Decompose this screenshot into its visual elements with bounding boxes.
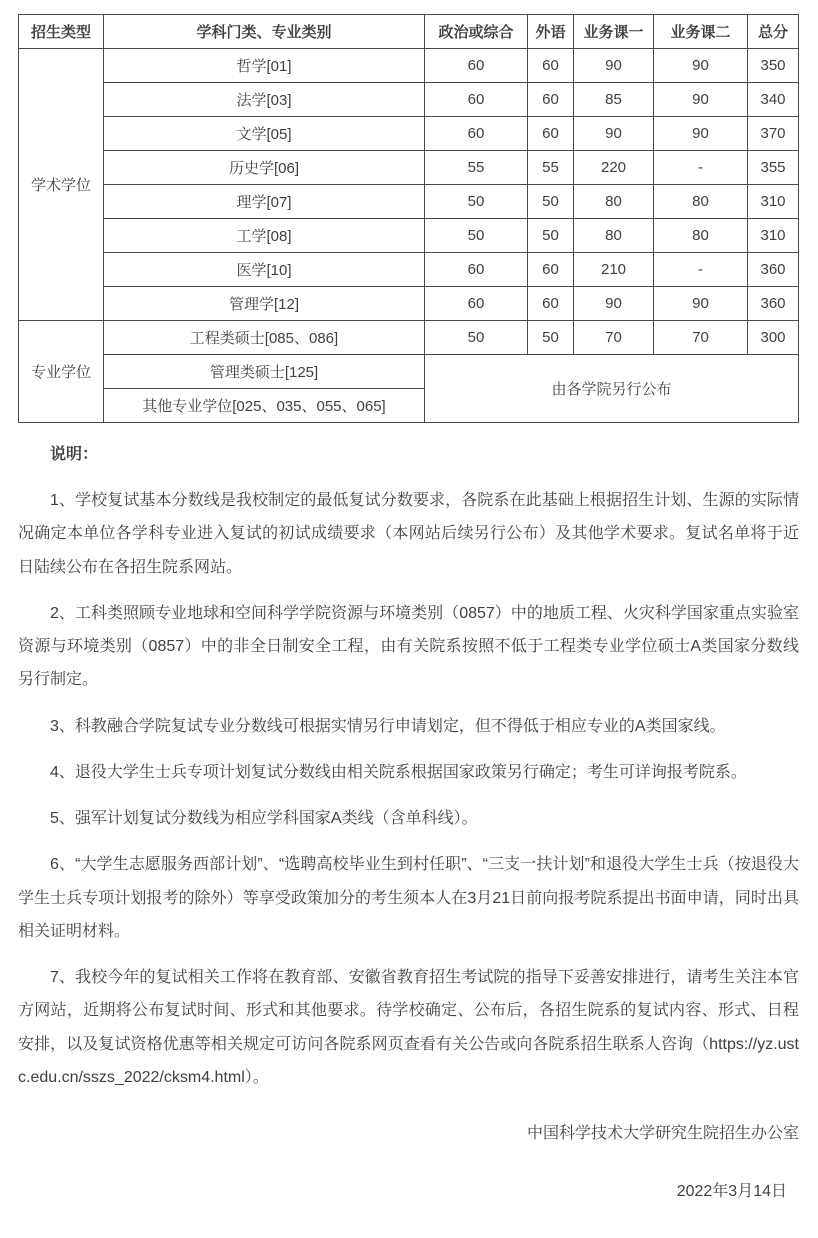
- score-cell: 340: [748, 83, 799, 117]
- score-cell: 50: [425, 185, 528, 219]
- table-header-row: [19, 15, 799, 49]
- major-cell: 工程类硕士[085、086]: [104, 321, 425, 355]
- notes-heading: 说明：: [50, 446, 99, 463]
- score-cell: 60: [425, 83, 528, 117]
- note-paragraph-4: 4、退役大学生士兵专项计划复试分数线由相关院系根据国家政策另行确定；考生可详询报考院系。: [50, 763, 747, 781]
- table-row: [19, 253, 799, 287]
- score-cell: 60: [425, 49, 528, 83]
- table-row: [19, 321, 799, 355]
- table-row: [19, 355, 799, 389]
- major-cell: 法学[03]: [104, 83, 425, 117]
- note-paragraph-5: 5、强军计划复试分数线为相应学科国家A类线（含单科线）。: [50, 810, 478, 828]
- score-cell: 60: [528, 49, 574, 83]
- score-cell: 70: [574, 321, 654, 355]
- col-header-course1: 业务课一: [574, 15, 654, 49]
- score-cell: 60: [528, 117, 574, 151]
- major-cell: 其他专业学位[025、035、055、065]: [104, 389, 425, 423]
- score-cell: 360: [748, 287, 799, 321]
- table-row: [19, 287, 799, 321]
- score-cell: 50: [528, 321, 574, 355]
- col-header-course2: 业务课二: [654, 15, 748, 49]
- table-row: [19, 49, 799, 83]
- score-cell: 80: [574, 219, 654, 253]
- major-cell: 历史学[06]: [104, 151, 425, 185]
- score-cell: -: [654, 253, 748, 287]
- notes-section: [18, 439, 799, 1094]
- group-label-academic: 学术学位: [19, 49, 104, 321]
- note-paragraph-7: 7、我校今年的复试相关工作将在教育部、安徽省教育招生考试院的指导下妥善安排进行，请考生关注本官方网站，近期将公布复试时间、形式和其他要求。待学校确定、公布后，各招生院系的复试内容、形式、日程安排，以及复试资格优惠等相关规定可访问各院系网页查看有关公告或向各院系招生联系人咨询（https://yz.ustc.edu.cn/sszs_2022/cksm4.html）。: [18, 969, 799, 1086]
- table-row: [19, 117, 799, 151]
- score-cell: 90: [654, 287, 748, 321]
- score-cell: 55: [425, 151, 528, 185]
- score-cell: 55: [528, 151, 574, 185]
- score-cell: -: [654, 151, 748, 185]
- score-cell: 360: [748, 253, 799, 287]
- merged-note-cell: 由各学院另行公布: [425, 355, 799, 423]
- signature-block: [18, 1118, 799, 1208]
- note-paragraph-3: 3、科教融合学院复试专业分数线可根据实情另行申请划定，但不得低于相应专业的A类国家线。: [50, 717, 726, 735]
- major-cell: 文学[05]: [104, 117, 425, 151]
- table-row: [19, 185, 799, 219]
- score-cell: 355: [748, 151, 799, 185]
- col-header-total: 总分: [748, 15, 799, 49]
- score-cell: 310: [748, 219, 799, 253]
- score-cell: 90: [574, 117, 654, 151]
- score-cell: 60: [425, 117, 528, 151]
- score-cell: 70: [654, 321, 748, 355]
- score-cell: 90: [574, 49, 654, 83]
- major-cell: 哲学[01]: [104, 49, 425, 83]
- score-cell: 50: [425, 219, 528, 253]
- score-cell: 350: [748, 49, 799, 83]
- group-label-professional: 专业学位: [19, 321, 104, 423]
- score-cell: 90: [654, 83, 748, 117]
- score-cell: 50: [425, 321, 528, 355]
- note-paragraph-1: 1、学校复试基本分数线是我校制定的最低复试分数要求，各院系在此基础上根据招生计划、生源的实际情况确定本单位各学科专业进入复试的初试成绩要求（本网站后续另行公布）及其他学术要求。复试名单将于近日陆续公布在各招生院系网站。: [18, 492, 799, 576]
- score-cell: 80: [654, 185, 748, 219]
- score-cell: 60: [528, 287, 574, 321]
- table-row: [19, 219, 799, 253]
- major-cell: 理学[07]: [104, 185, 425, 219]
- score-cell: 50: [528, 185, 574, 219]
- note-paragraph-6: 6、“大学生志愿服务西部计划”、“选聘高校毕业生到村任职”、“三支一扶计划”和退役大学生士兵（按退役大学生士兵专项计划报考的除外）等享受政策加分的考生须本人在3月21日前向报考院系提出书面申请，同时出具相关证明材料。: [18, 856, 799, 940]
- score-cell: 90: [654, 117, 748, 151]
- score-cell: 310: [748, 185, 799, 219]
- score-cell: 210: [574, 253, 654, 287]
- score-cell: 60: [528, 253, 574, 287]
- score-cell: 300: [748, 321, 799, 355]
- score-cell: 60: [425, 287, 528, 321]
- score-cell: 50: [528, 219, 574, 253]
- score-cell: 220: [574, 151, 654, 185]
- score-line-table: [18, 14, 799, 423]
- col-header-politics: 政治或综合: [425, 15, 528, 49]
- score-cell: 90: [574, 287, 654, 321]
- col-header-admission-type: 招生类型: [19, 15, 104, 49]
- score-cell: 90: [654, 49, 748, 83]
- col-header-major: 学科门类、专业类别: [104, 15, 425, 49]
- date: 2022年3月14日: [676, 1183, 787, 1201]
- col-header-foreign: 外语: [528, 15, 574, 49]
- score-cell: 60: [425, 253, 528, 287]
- score-cell: 80: [574, 185, 654, 219]
- major-cell: 管理学[12]: [104, 287, 425, 321]
- signature: 中国科学技术大学研究生院招生办公室: [526, 1125, 799, 1143]
- table-row: [19, 83, 799, 117]
- major-cell: 管理类硕士[125]: [104, 355, 425, 389]
- score-cell: 80: [654, 219, 748, 253]
- major-cell: 工学[08]: [104, 219, 425, 253]
- major-cell: 医学[10]: [104, 253, 425, 287]
- score-cell: 60: [528, 83, 574, 117]
- score-cell: 85: [574, 83, 654, 117]
- table-row: [19, 151, 799, 185]
- score-cell: 370: [748, 117, 799, 151]
- note-paragraph-2: 2、工科类照顾专业地球和空间科学学院资源与环境类别（0857）中的地质工程、火灾科学国家重点实验室资源与环境类别（0857）中的非全日制安全工程，由有关院系按照不低于工程类专业学位硕士A类国家分数线另行制定。: [18, 604, 799, 689]
